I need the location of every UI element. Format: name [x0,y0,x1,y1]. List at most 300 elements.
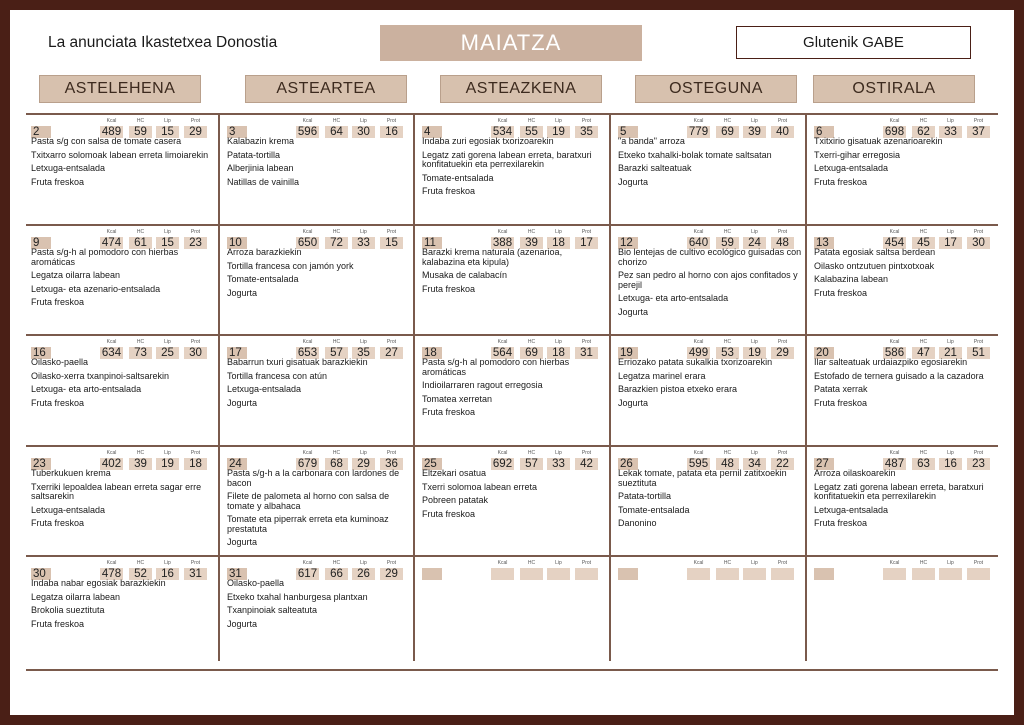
nutrient-value-kcal: 698 [884,126,905,138]
meal-item: Lekak tomate, patata eta pernil zatitxoekin sueztituta [618,468,787,488]
meal-item: Arroza oilaskoarekin [814,468,896,478]
day-number: 13 [814,237,834,249]
nutrient-label-hc: HC [332,229,341,235]
nutrient-value-kcal [491,568,514,580]
nutrient-label-kcal: Kcal [497,118,508,124]
nutrient-value-hc: 52 [129,568,152,580]
nutrient-label-lip: Lip [164,229,171,235]
nutrient-value-prot: 48 [771,237,794,249]
day-cell [809,447,998,552]
nutrient-label-prot: Prot [386,560,397,566]
nutrient-label-kcal: Kcal [889,229,900,235]
day-number: 16 [31,347,51,359]
nutrient-value-prot: 30 [967,237,990,249]
nutrient-label-prot: Prot [386,450,397,456]
nutrient-value-hc: 66 [325,568,348,580]
meal-item: Legatz zati gorena labean erreta, baratxuri konfitatuekin eta perrexilarekin [422,149,592,169]
nutrient-label-prot: Prot [190,450,201,456]
day-cell [417,226,606,331]
meal-item: Etxeko txahalki-bolak tomate saltsatan [618,149,772,160]
nutrient-value-lip: 19 [156,458,179,470]
nutrient-label-lip: Lip [555,229,562,235]
nutrient-label-kcal: Kcal [302,118,313,124]
day-number: 20 [814,347,834,359]
day-cell [222,226,411,331]
meal-item: Fruta freskoa [422,283,476,294]
meal-item: Indaba zuri egosiak txorizoarekin [422,136,554,146]
meal-list [618,358,802,412]
day-number [422,568,442,580]
meal-list [422,358,606,422]
nutrient-label-hc: HC [332,560,341,566]
nutrient-label-lip: Lip [360,229,367,235]
meal-item: Letxuga-entsalada [227,384,302,394]
nutrient-value-prot: 18 [184,458,207,470]
meal-item: Arroza barazkiekin [227,247,302,257]
nutrient-value-kcal: 595 [688,458,709,470]
day-cell [222,115,411,220]
day-number: 24 [227,458,247,470]
day-cell [613,336,802,441]
nutrient-label-prot: Prot [777,229,788,235]
nutrient-value-lip [939,568,962,580]
meal-list [618,137,802,191]
meal-item: Brokolia sueztituta [31,605,105,615]
nutrient-label-hc: HC [332,450,341,456]
nutrient-value-hc: 57 [325,347,348,359]
meal-item: Tortilla francesa con atún [227,370,328,381]
nutrient-value-lip: 25 [156,347,179,359]
nutrient-value-hc: 72 [325,237,348,249]
meal-item: Indioilarraren ragout erregosia [422,380,543,390]
meal-item: Barazki krema naturala (azenarioa, kalabazina eta kipula) [422,247,563,267]
meal-item: Tuberkukuen krema [31,468,111,478]
meal-item: Letxuga-entsalada [814,163,889,173]
meal-item: Letxuga- eta arto-entsalada [31,384,142,394]
meal-item: Letxuga-entsalada [814,504,889,515]
meal-item: Tomate-entsalada [422,172,494,183]
day-cell [809,226,998,331]
nutrient-value-hc: 47 [912,347,935,359]
meal-item: Barazkien pistoa etxeko erara [618,384,738,394]
day-number: 2 [31,126,51,138]
day-number: 3 [227,126,247,138]
nutrient-value-lip: 34 [743,458,766,470]
nutrient-label-kcal: Kcal [889,339,900,345]
day-cell [222,447,411,552]
nutrient-label-hc: HC [332,118,341,124]
nutrient-label-kcal: Kcal [106,339,117,345]
day-cell [809,115,998,220]
nutrient-value-kcal: 679 [297,458,318,470]
meal-item: Patata-tortilla [618,491,672,501]
nutrient-value-lip: 29 [352,458,375,470]
nutrient-label-prot: Prot [581,339,592,345]
day-number: 6 [814,126,834,138]
meal-list [227,358,411,412]
nutrient-label-hc: HC [919,450,928,456]
day-cell [26,336,215,441]
day-number: 31 [227,568,247,580]
nutrient-value-lip: 18 [547,347,570,359]
nutrient-label-kcal: Kcal [693,450,704,456]
nutrient-value-prot [771,568,794,580]
meal-item: Txitxirio gisatuak azenarioarekin [814,136,943,146]
day-cell [613,115,802,220]
nutrient-label-lip: Lip [555,560,562,566]
meal-item: Jogurta [618,397,649,408]
nutrient-label-prot: Prot [581,560,592,566]
day-number: 30 [31,568,51,580]
meal-item: Txerri-gihar erregosia [814,149,901,160]
meal-list [814,248,998,302]
nutrient-value-prot: 29 [380,568,403,580]
meal-item: Letxuga-entsalada [31,504,106,515]
day-cell [417,447,606,552]
meal-item: Legatz zati gorena labean erreta, baratxuri konfitatuekin eta perrexilarekin [814,481,984,501]
nutrient-label-kcal: Kcal [106,450,117,456]
nutrient-label-kcal: Kcal [106,118,117,124]
day-cell [417,336,606,441]
nutrient-label-hc: HC [723,229,732,235]
day-header-thursday: OSTEGUNA [635,75,797,103]
meal-item: Legatza marinel erara [618,370,706,381]
nutrient-label-hc: HC [723,450,732,456]
meal-item: Eltzekari osatua [422,468,487,478]
nutrient-value-hc: 62 [912,126,935,138]
day-cell [26,226,215,331]
meal-item: Musaka de calabacín [422,270,508,280]
nutrient-label-kcal: Kcal [497,560,508,566]
nutrient-value-lip: 30 [352,126,375,138]
nutrient-label-prot: Prot [777,450,788,456]
nutrient-label-prot: Prot [973,450,984,456]
nutrient-value-lip: 24 [743,237,766,249]
day-number: 5 [618,126,638,138]
nutrient-value-kcal: 653 [297,347,318,359]
nutrient-label-lip: Lip [360,118,367,124]
nutrient-value-lip: 33 [939,126,962,138]
nutrient-label-lip: Lip [947,339,954,345]
nutrient-label-hc: HC [919,229,928,235]
nutrient-value-hc: 55 [520,126,543,138]
meal-item: Ilar salteatuak urdaiazpiko egosiarekin [814,357,968,367]
nutrient-label-kcal: Kcal [106,560,117,566]
meal-item: Etxeko txahal hanburgesa plantxan [227,591,368,602]
meal-item: Jogurta [618,306,649,317]
meal-item: Patata xerrak [814,384,868,394]
nutrient-value-lip: 35 [352,347,375,359]
nutrient-value-prot: 30 [184,347,207,359]
nutrient-value-prot: 29 [184,126,207,138]
nutrient-value-kcal: 596 [297,126,318,138]
meal-list [31,248,215,312]
nutrient-value-hc: 39 [520,237,543,249]
meal-item: Tomatea xerretan [422,393,493,404]
meal-item: Filete de palometa al horno con salsa de tomate y albahaca [227,491,390,511]
meal-item: Txerriki lepoaldea labean erreta sagar erre saltsarekin [31,481,202,501]
nutrient-value-hc: 73 [129,347,152,359]
grid-line [805,113,807,661]
day-cell [809,557,998,662]
meal-list [227,248,411,302]
meal-list [618,469,802,533]
nutrient-label-lip: Lip [751,229,758,235]
meal-list [31,469,215,533]
meal-item: Txanpinoiak salteatuta [227,605,318,615]
meal-item: Danonino [618,518,657,528]
meal-item: Tomate-entsalada [618,504,690,515]
meal-item: Fruta freskoa [31,518,85,528]
nutrient-label-lip: Lip [555,118,562,124]
nutrient-value-kcal: 402 [101,458,122,470]
nutrient-value-kcal: 454 [884,237,905,249]
meal-item: Alberjinia labean [227,163,294,173]
nutrient-value-kcal [687,568,710,580]
nutrient-label-hc: HC [136,450,145,456]
grid-line [609,113,611,661]
grid-line [218,113,220,661]
nutrient-label-hc: HC [527,450,536,456]
meal-item: Indaba nabar egosiak barazkiekin [31,578,166,588]
nutrient-label-lip: Lip [947,560,954,566]
meal-item: Patata-tortilla [227,149,281,160]
nutrient-value-prot: 29 [771,347,794,359]
nutrient-value-hc: 59 [129,126,152,138]
meal-list [227,137,411,191]
day-number: 4 [422,126,442,138]
nutrient-value-hc: 45 [912,237,935,249]
nutrient-label-kcal: Kcal [889,560,900,566]
nutrient-value-hc: 69 [716,126,739,138]
nutrient-label-lip: Lip [751,560,758,566]
nutrient-label-prot: Prot [973,560,984,566]
nutrient-value-hc: 57 [520,458,543,470]
meal-item: Legatza oilarra labean [31,591,121,602]
grid-line [413,113,415,661]
meal-item: Barazki salteatuak [618,163,692,173]
day-cell [613,447,802,552]
day-number: 18 [422,347,442,359]
meal-item: Txerri solomoa labean erreta [422,481,538,492]
day-cell [222,336,411,441]
nutrient-value-hc: 39 [129,458,152,470]
day-number: 9 [31,237,51,249]
nutrient-label-kcal: Kcal [302,560,313,566]
nutrient-label-kcal: Kcal [693,560,704,566]
meal-list [618,248,802,321]
nutrient-value-kcal: 779 [688,126,709,138]
day-header-tuesday: ASTEARTEA [245,75,407,103]
nutrient-label-prot: Prot [581,118,592,124]
day-number: 25 [422,458,442,470]
nutrient-label-hc: HC [527,560,536,566]
day-number: 19 [618,347,638,359]
nutrient-value-kcal: 489 [101,126,122,138]
nutrient-label-hc: HC [919,560,928,566]
meal-list [814,469,998,533]
month-title: MAIATZA [380,25,642,61]
nutrient-value-lip: 16 [939,458,962,470]
day-header-friday: OSTIRALA [813,75,975,103]
meal-item: Kalabazina labean [814,274,889,284]
nutrient-value-kcal: 564 [492,347,513,359]
nutrient-label-kcal: Kcal [302,229,313,235]
nutrient-value-kcal: 692 [492,458,513,470]
meal-item: Letxuga- eta arto-entsalada [618,293,729,303]
nutrient-label-prot: Prot [777,339,788,345]
day-header-monday: ASTELEHENA [39,75,201,103]
nutrient-value-prot: 31 [184,568,207,580]
day-cell [222,557,411,662]
nutrient-label-hc: HC [723,339,732,345]
nutrient-value-kcal: 617 [297,568,318,580]
meal-item: Fruta freskoa [31,397,85,408]
nutrient-label-hc: HC [919,339,928,345]
nutrient-label-kcal: Kcal [889,118,900,124]
nutrient-value-lip [547,568,570,580]
nutrient-label-lip: Lip [947,450,954,456]
nutrient-value-lip: 19 [547,126,570,138]
nutrient-value-lip: 39 [743,126,766,138]
nutrient-value-kcal: 478 [101,568,122,580]
meal-list [31,579,215,633]
meal-list [31,358,215,412]
nutrient-label-prot: Prot [190,229,201,235]
nutrient-label-kcal: Kcal [106,229,117,235]
nutrient-value-prot [967,568,990,580]
meal-item: Jogurta [227,287,258,298]
nutrient-value-lip: 19 [743,347,766,359]
meal-item: Fruta freskoa [31,618,85,629]
nutrient-value-lip: 15 [156,126,179,138]
nutrient-value-hc: 69 [520,347,543,359]
nutrient-label-kcal: Kcal [497,229,508,235]
nutrient-value-prot: 35 [575,126,598,138]
nutrient-value-prot: 36 [380,458,403,470]
nutrient-label-lip: Lip [947,118,954,124]
day-number: 27 [814,458,834,470]
meal-item: Fruta freskoa [422,508,476,519]
day-number [618,568,638,580]
meal-item: Fruta freskoa [31,176,85,187]
nutrient-label-hc: HC [723,118,732,124]
meal-item: Fruta freskoa [422,186,476,196]
meal-item: Estofado de ternera guisado a la cazadora [814,370,984,381]
nutrient-label-kcal: Kcal [497,450,508,456]
nutrient-label-lip: Lip [751,339,758,345]
meal-item: Jogurta [618,176,649,187]
nutrient-label-hc: HC [136,560,145,566]
nutrient-label-prot: Prot [973,118,984,124]
nutrient-label-lip: Lip [947,229,954,235]
grid-line [26,669,998,671]
nutrient-value-lip: 16 [156,568,179,580]
nutrient-label-lip: Lip [164,560,171,566]
nutrient-value-hc: 64 [325,126,348,138]
nutrient-label-prot: Prot [777,560,788,566]
day-number: 11 [422,237,442,249]
nutrient-label-prot: Prot [973,339,984,345]
nutrient-value-prot: 31 [575,347,598,359]
nutrient-value-prot: 15 [380,237,403,249]
nutrient-value-kcal: 499 [688,347,709,359]
nutrient-value-hc [912,568,935,580]
nutrient-value-kcal: 634 [101,347,122,359]
nutrient-label-prot: Prot [581,450,592,456]
nutrient-value-lip: 17 [939,237,962,249]
meal-item: Tortilla francesa con jamón york [227,260,354,271]
meal-item: Kalabazin krema [227,136,295,146]
meal-item: Fruta freskoa [814,397,868,408]
nutrient-label-prot: Prot [386,339,397,345]
nutrient-value-lip: 26 [352,568,375,580]
nutrient-label-lip: Lip [360,450,367,456]
meal-item: Bio lentejas de cultivo ecológico guisadas con chorizo [618,247,802,267]
meal-list [422,248,606,298]
nutrient-value-prot [575,568,598,580]
meal-item: Jogurta [227,537,258,547]
nutrient-value-kcal: 650 [297,237,318,249]
meal-item: Oilasko-paella [227,578,285,588]
meal-item: Pasta s/g-h al pomodoro con hierbas aromáticas [31,247,179,267]
meal-list [814,358,998,412]
nutrient-value-kcal: 640 [688,237,709,249]
meal-item: Erriozako patata sukalkia txorizoarekin [618,357,773,367]
nutrient-value-hc: 48 [716,458,739,470]
meal-item: Oilasko-xerra txanpinoi-saltsarekin [31,370,170,381]
nutrient-label-prot: Prot [386,118,397,124]
nutrient-value-hc [520,568,543,580]
meal-item: Fruta freskoa [814,287,868,298]
nutrient-label-prot: Prot [581,229,592,235]
nutrient-value-lip [743,568,766,580]
meal-item: Pobreen patatak [422,495,489,505]
nutrient-label-lip: Lip [164,450,171,456]
day-number: 12 [618,237,638,249]
meal-item: Fruta freskoa [814,518,868,528]
meal-item: Legatza oilarra labean [31,270,121,280]
nutrient-value-kcal: 388 [492,237,513,249]
nutrient-value-lip: 33 [352,237,375,249]
meal-item: Fruta freskoa [31,297,85,307]
nutrient-value-prot: 16 [380,126,403,138]
nutrient-value-hc: 68 [325,458,348,470]
meal-item: Pasta s/g con salsa de tomate casera [31,136,182,146]
day-number [814,568,834,580]
day-cell [809,336,998,441]
meal-list [227,469,411,552]
day-cell [417,115,606,220]
nutrient-label-prot: Prot [190,118,201,124]
nutrient-value-prot: 51 [967,347,990,359]
nutrient-label-kcal: Kcal [693,229,704,235]
meal-item: Pasta s/g-h al pomodoro con hierbas aromáticas [422,357,570,377]
nutrient-label-hc: HC [527,229,536,235]
nutrient-label-hc: HC [527,339,536,345]
nutrient-label-lip: Lip [164,339,171,345]
nutrient-label-prot: Prot [190,560,201,566]
nutrient-label-hc: HC [332,339,341,345]
nutrient-value-lip: 33 [547,458,570,470]
day-header-wednesday: ASTEAZKENA [440,75,602,103]
day-number: 23 [31,458,51,470]
meal-item: Tomate eta piperrak erreta eta kuminoaz prestatuta [227,514,389,534]
nutrient-label-kcal: Kcal [889,450,900,456]
nutrient-value-hc: 63 [912,458,935,470]
meal-list [422,469,606,523]
nutrient-value-prot: 17 [575,237,598,249]
